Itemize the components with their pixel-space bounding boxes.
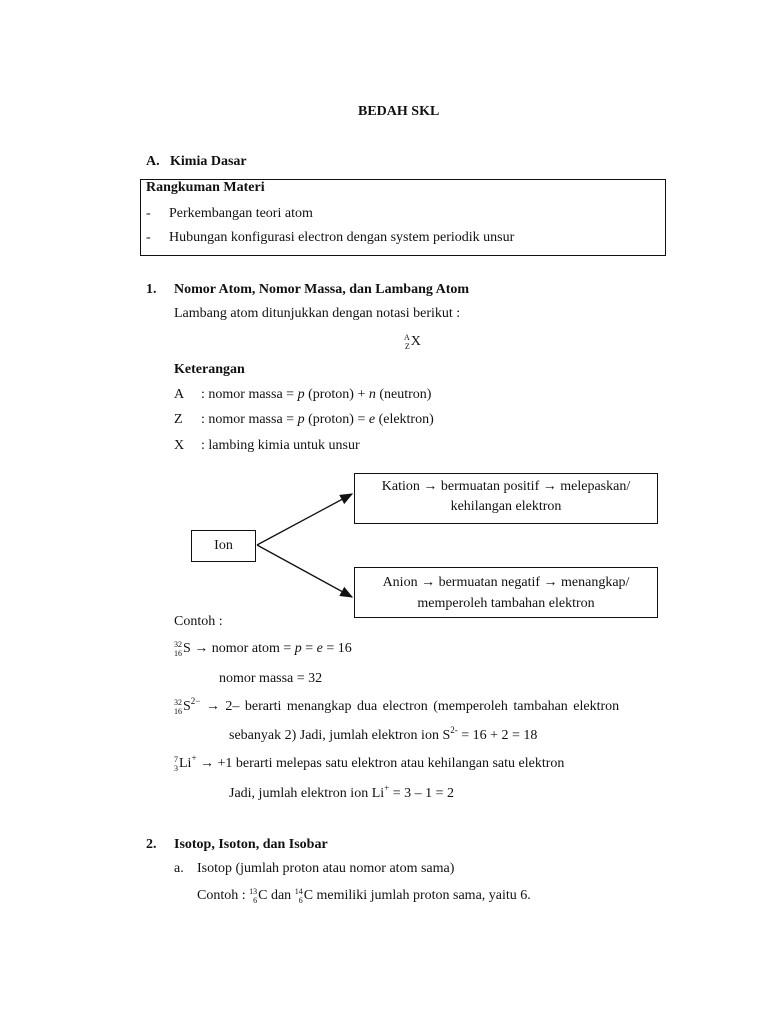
example-2: 32 16 $S^{2-} \to 2-$ berarti menangkap dua electron (memperoleh tambahan elektron [174, 696, 620, 716]
s1-title: Nomor Atom, Nomor Massa, dan Lambang Atom [174, 282, 470, 297]
example-1-line-2: nomor massa = 32 [219, 671, 323, 686]
keterangan-a: : nomor massa = p (proton) + n (neutron) [201, 387, 432, 402]
keterangan-key-x: X [174, 438, 185, 453]
section-a-label: A. [146, 154, 160, 169]
anion-line-2: memperoleh tambahan elektron [417, 596, 595, 611]
notation-mass: A [404, 333, 410, 342]
anion-line-1: Anion → bermuatan negatif → menangkap/ [382, 575, 630, 590]
s2-contoh: Contoh : 13 6 C dan 14 6 C memiliki jumlah proton sama, yaitu 6. [197, 887, 531, 905]
keterangan-key-a: A [174, 387, 185, 402]
example-1: 32 16 S → nomor atom = p = e = 16 [174, 640, 352, 658]
summary-bullet-1: - [146, 206, 151, 221]
keterangan-title: Keterangan [174, 362, 245, 377]
example-3: 7 3 Li+ → +1 berarti melepas satu elektron atau kehilangan satu elektron [174, 753, 565, 773]
keterangan-key-z: Z [174, 412, 183, 427]
summary-item-1: Perkembangan teori atom [169, 206, 313, 221]
contoh-label: Contoh : [174, 614, 223, 629]
keterangan-z: : nomor massa = p (proton) = e (elektron) [201, 412, 434, 427]
summary-bullet-2: - [146, 230, 151, 245]
s2-a-label: a. [174, 861, 184, 876]
example-2-line-2: sebanyak 2) Jadi, jumlah elektron ion $S^{2-} = 16 + 2 = 18$ [229, 725, 538, 743]
arrow-to-kation [257, 494, 352, 545]
section-a-title: Kimia Dasar [170, 154, 247, 169]
kation-line-2: kehilangan elektron [450, 499, 562, 514]
s2-a-text: Isotop (jumlah proton atau nomor atom sama) [197, 861, 455, 876]
kation-line-1: Kation → bermuatan positif → melepaskan/ [381, 479, 631, 494]
page-title: BEDAH SKL [358, 104, 440, 119]
s2-title: Isotop, Isoton, dan Isobar [174, 837, 328, 852]
notation-atomic: Z [404, 342, 410, 351]
summary-heading: Rangkuman Materi [146, 180, 265, 195]
s1-number: 1. [146, 282, 157, 297]
ion-box: Ion [191, 530, 256, 562]
keterangan-x: : lambing kimia untuk unsur [201, 438, 360, 453]
example-3-line-2: Jadi, jumlah elektron ion Li+ = 3 – 1 = 2 [229, 783, 455, 801]
summary-item-2: Hubungan konfigurasi electron dengan system periodik unsur [169, 230, 515, 245]
notation-symbol: X [410, 334, 421, 349]
arrow-to-anion [257, 545, 352, 597]
s1-intro: Lambang atom ditunjukkan dengan notasi berikut : [174, 306, 461, 321]
s2-number: 2. [146, 837, 157, 852]
